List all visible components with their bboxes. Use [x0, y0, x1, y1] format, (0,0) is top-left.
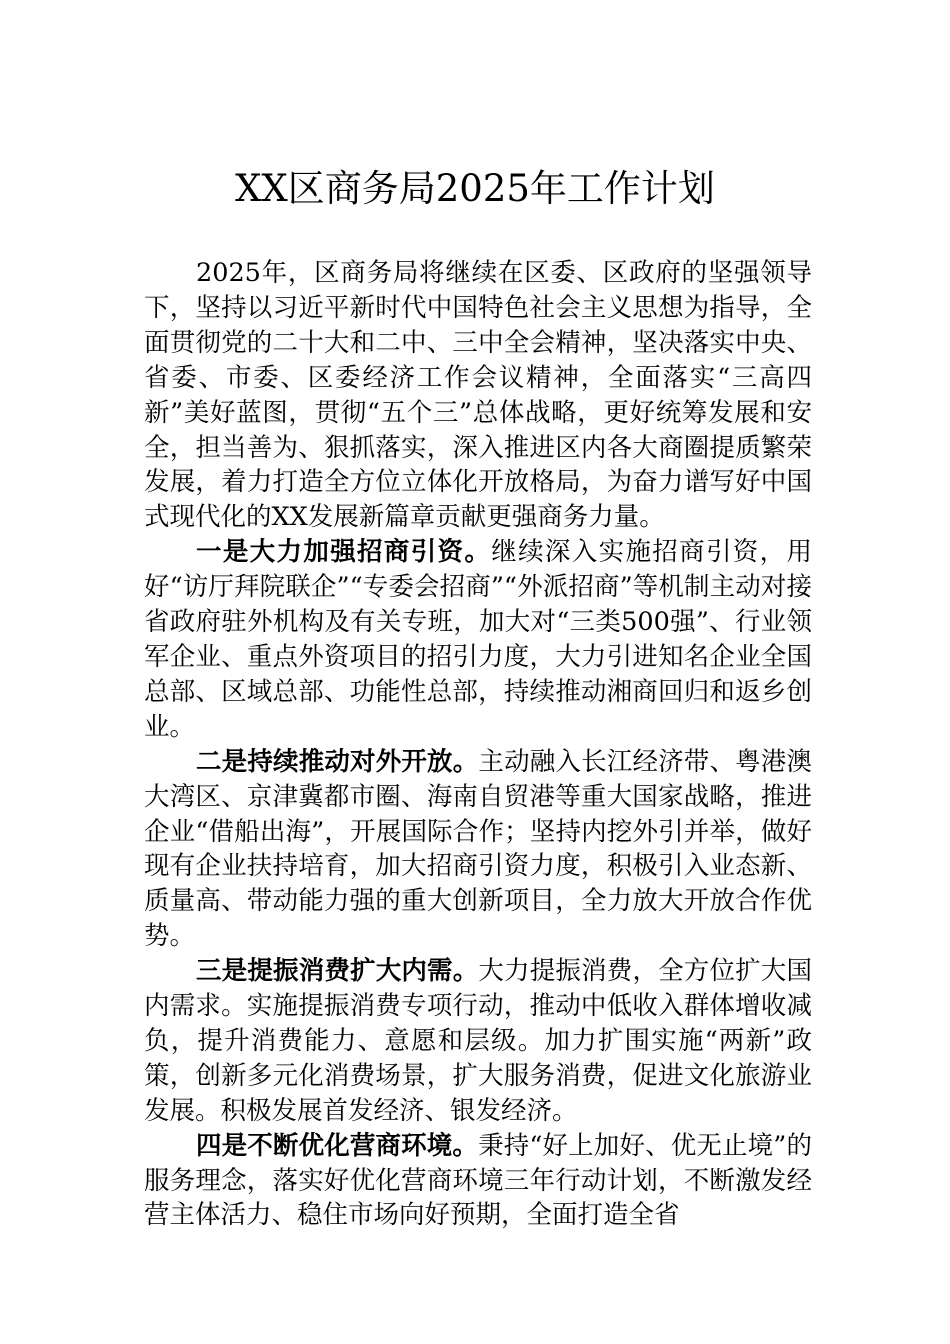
section-text-1: 继续深入实施招商引资，用好“访厅拜院联企”“专委会招商”“外派招商”等机制主动对接省政府驻外机构及有关专班，加大对“三类500强”、行业领军企业、重点外资项目的招引力度，大力引进知名企业全国总部、区域总部、功能性总部，持续推动湘商回归和返乡创业。 — [144, 537, 812, 742]
section-paragraph-1 — [144, 535, 812, 744]
document-title: XX区商务局2025年工作计划 — [235, 167, 715, 210]
intro-paragraph: 2025年，区商务局将继续在区委、区政府的坚强领导下，坚持以习近平新时代中国特色社会主义思想为指导，全面贯彻党的二十大和二中、三中全会精神，坚决落实中央、省委、市委、区委经济工作会议精神，全面落实“三高四新”美好蓝图，贯彻“五个三”总体战略，更好统筹发展和安全，担当善为、狠抓落实，深入推进区内各大商圈提质繁荣发展，着力打造全方位立体化开放格局，为奋力谱写好中国式现代化的XX发展新篇章贡献更强商务力量。 — [144, 258, 812, 533]
section-text-2: 主动融入长江经济带、粤港澳大湾区、京津冀都市圈、海南自贸港等重大国家战略，推进企业“借船出海”，开展国际合作；坚持内挖外引并举，做好现有企业扶持培育，加大招商引资力度，积极引入业态新、质量高、带动能力强的重大创新项目，全力放大开放合作优势。 — [144, 746, 812, 952]
section-lead-4: 四是不断优化营商环境。 — [196, 1130, 479, 1161]
section-lead-1: 一是大力加强招商引资。 — [196, 537, 492, 568]
section-paragraph-2 — [144, 745, 812, 954]
section-paragraph-3 — [144, 954, 812, 1129]
section-lead-3: 三是提振消费扩大内需。 — [196, 956, 479, 987]
section-text-4: 秉持“好上加好、优无止境”的服务理念，落实好优化营商环境三年行动计划，不断激发经营主体活力、稳住市场向好预期，全面打造全省 — [144, 1130, 812, 1231]
section-lead-2: 二是持续推动对外开放。 — [196, 746, 479, 777]
section-text-3: 大力提振消费，全方位扩大国内需求。实施提振消费专项行动，推动中低收入群体增收减负，提升消费能力、意愿和层级。加力扩围实施“两新”政策，创新多元化消费场景，扩大服务消费，促进文化旅游业发展。积极发展首发经济、银发经济。 — [144, 956, 812, 1126]
section-paragraph-4 — [144, 1129, 812, 1234]
document-body — [144, 256, 812, 1233]
